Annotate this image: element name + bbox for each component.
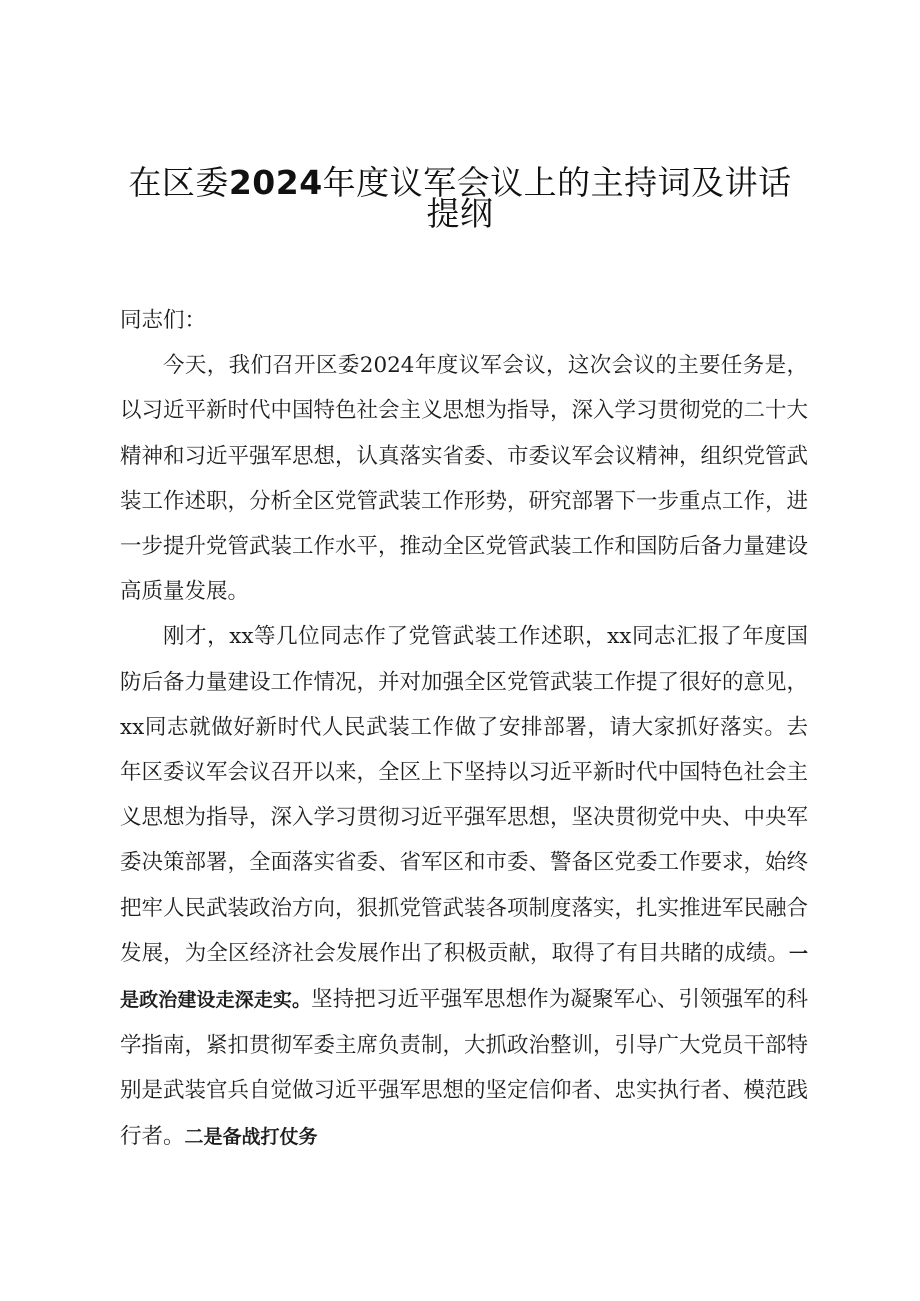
paragraph-1: 今天，我们召开区委2024年度议军会议，这次会议的主要任务是，以习近平新时代中国特色社会主义思想为指导，深入学习贯彻党的二十大精神和习近平强军思想，认真落实省委、市委议军会议精神，组织党管武装工作述职，分析全区党管武装工作形势，研究部署下一步重点工作，进一步提升党管武装工作水平，推动全区党管武装工作和国防后备力量建设高质量发展。 — [120, 353, 809, 605]
title-prefix: 在区委 — [128, 163, 229, 202]
salutation: 同志们： — [120, 308, 207, 333]
title-year: 2024 — [228, 163, 323, 202]
paragraph-2-text-2: 坚持把习近平强军思想作为凝聚军心、引领强军的科学指南，紧扣贯彻军委主席负责制，大抓政治整训，引导广大党员干部特别是武装官兵自觉做习近平强军思想的坚定信仰者、忠实执行者、模范践行者。 — [120, 987, 809, 1149]
document-title-line-2: 提纲 — [426, 194, 494, 233]
document-body — [120, 298, 808, 1160]
title-suffix: 年度议军会议上的主持词及讲话 — [322, 163, 792, 202]
highlight-combat-readiness: 二是备战打仗务 — [184, 1125, 318, 1148]
paragraph-2 — [120, 614, 808, 1159]
paragraph-2-text-1: 刚才，xx等几位同志作了党管武装工作述职，xx同志汇报了年度国防后备力量建设工作情况，并对加强全区党管武装工作提了很好的意见，xx同志就做好新时代人民武装工作做了安排部署，请大家抓好落实。去年区委议军会议召开以来，全区上下坚持以习近平新时代中国特色社会主义思想为指导，深入学习贯彻习近平强军思想，坚决贯彻党中央、中央军委决策部署，全面落实省委、省军区和市委、警备区党委工作要求，始终把牢人民武装政治方向，狠抓党管武装各项制度落实，扎实推进军民融合发展，为全区经济社会发展作出了积极贡献，取得了有目共睹的成绩。 — [120, 624, 809, 966]
highlight-political-building: 一是政治建设走深走实。 — [120, 942, 808, 1012]
